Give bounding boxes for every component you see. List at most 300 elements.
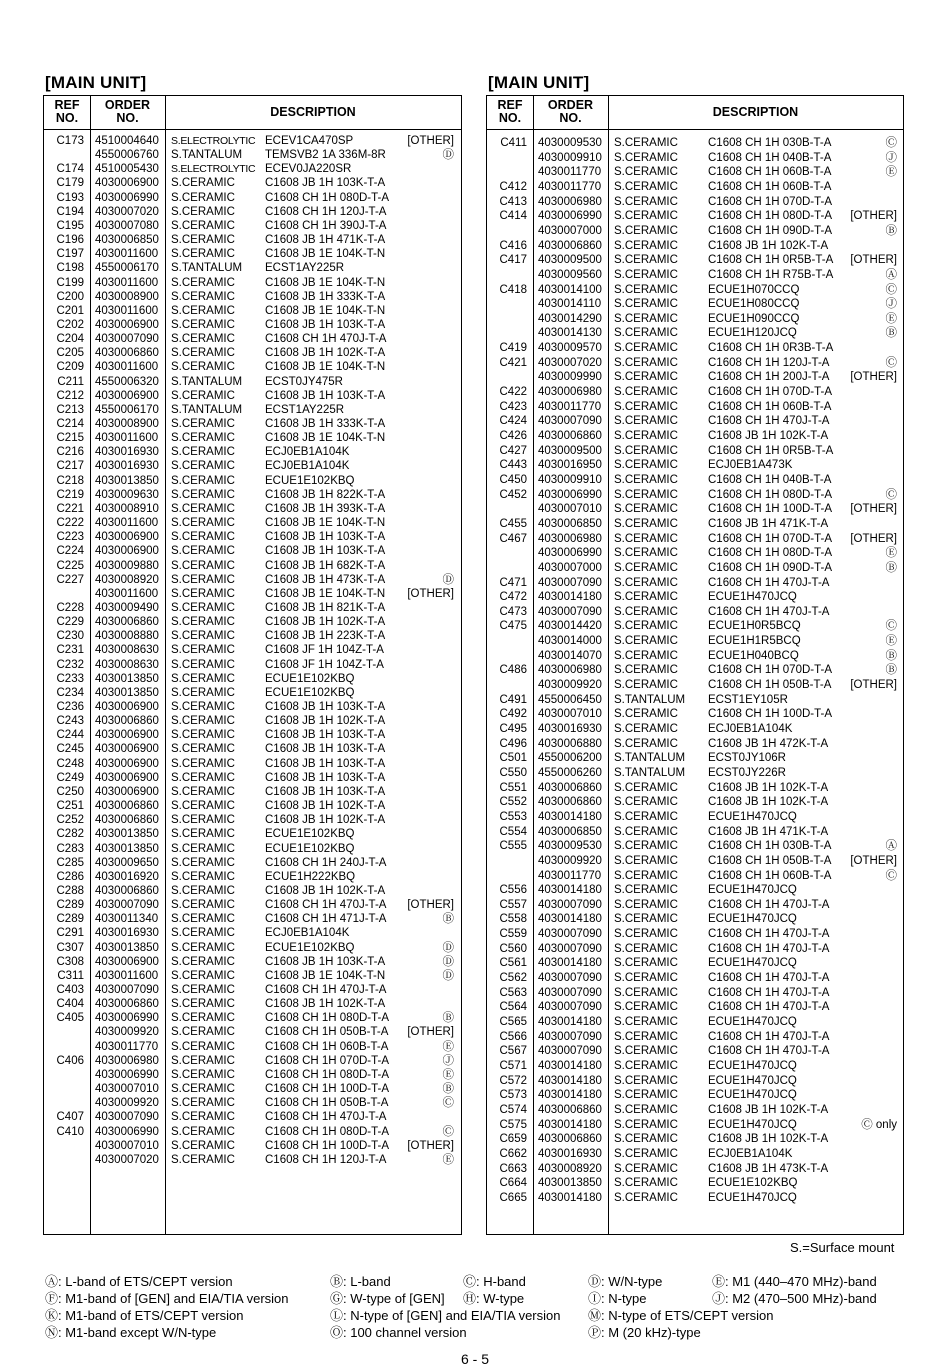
table-row	[44, 686, 461, 700]
part-description: ECJ0EB1A473K	[708, 459, 793, 472]
ref-no: C291	[56, 927, 84, 940]
ref-no: C196	[56, 234, 84, 247]
table-row	[487, 1132, 903, 1146]
ref-no: C553	[499, 810, 527, 823]
order-no: 4030014180	[538, 1191, 602, 1204]
part-description: C1608 CH 1H 100D-T-A	[265, 1139, 389, 1152]
ref-no: C556	[499, 884, 527, 897]
order-no: 4030016930	[538, 1147, 602, 1160]
table-row	[487, 561, 903, 575]
order-no: 4030006860	[538, 430, 602, 442]
ref-no: C492	[499, 708, 527, 721]
table-row	[487, 956, 903, 970]
version-note: Ⓑ	[885, 224, 897, 237]
ref-no: C282	[56, 828, 84, 841]
part-type: S.TANTALUM	[614, 693, 686, 706]
ref-no: C283	[56, 842, 84, 855]
table-row	[487, 151, 903, 165]
ref-no: C229	[56, 616, 84, 629]
order-no: 4030013850	[538, 1177, 602, 1190]
ref-no: C551	[499, 781, 527, 794]
order-no: 4030008630	[95, 644, 159, 657]
order-no: 4030006860	[95, 616, 159, 629]
order-no-header: ORDER NO.	[547, 98, 594, 125]
ref-no: C403	[56, 984, 84, 996]
part-type: S.CERAMIC	[171, 715, 235, 728]
part-type: S.ELECTROLYTIC	[171, 135, 256, 147]
ref-no: C250	[56, 785, 84, 798]
part-type: S.CERAMIC	[614, 708, 678, 721]
order-no: 4030007090	[538, 605, 602, 618]
part-type: S.CERAMIC	[614, 488, 678, 501]
part-description: C1608 CH 1H 470J-T-A	[708, 576, 830, 589]
ref-no: C251	[56, 800, 84, 813]
order-no: 4030006860	[95, 884, 159, 897]
ref-no: C227	[56, 573, 84, 586]
part-description: C1608 JB 1H 333K-T-A	[265, 418, 386, 430]
order-no: 4030016930	[95, 460, 159, 473]
part-type: S.CERAMIC	[171, 1139, 235, 1152]
table-row	[44, 658, 461, 672]
part-description: ECUE1H040BCQ	[708, 649, 799, 662]
ref-no: C219	[56, 488, 84, 501]
table-row	[487, 1015, 903, 1029]
part-description: C1608 CH 1H 470J-T-A	[708, 1001, 830, 1014]
legend-entry: Ⓒ: H-band	[463, 1274, 526, 1289]
part-type: S.CERAMIC	[614, 1147, 678, 1160]
part-description: C1608 CH 1H 470J-T-A	[708, 986, 830, 999]
part-description: ECUE1H470JCQ	[708, 1059, 797, 1072]
part-description: C1608 JF 1H 104Z-T-A	[265, 644, 384, 657]
order-no: 4030007090	[538, 942, 602, 955]
order-no: 4030014070	[538, 649, 602, 662]
order-no: 4030011770	[538, 180, 602, 193]
order-no: 4030013850	[95, 828, 159, 841]
part-description: C1608 JB 1E 104K-T-N	[265, 432, 386, 445]
ref-no: C664	[499, 1177, 527, 1190]
order-no: 4030011770	[95, 1040, 159, 1053]
order-no: 4030007090	[95, 333, 159, 346]
table-row	[44, 502, 461, 516]
legend-entry: Ⓔ: M1 (440–470 MHz)-band	[712, 1274, 877, 1289]
order-no: 4030006860	[95, 347, 159, 360]
ref-no: C662	[499, 1147, 527, 1160]
part-description: ECUE1H120JCQ	[708, 327, 797, 340]
order-no: 4030009490	[95, 601, 159, 614]
part-type: S.CERAMIC	[171, 517, 235, 530]
order-no: 4030009990	[538, 371, 602, 384]
ref-no: C573	[499, 1089, 527, 1102]
version-note: Ⓓ	[442, 969, 454, 982]
version-note: Ⓑ	[885, 649, 897, 662]
table-row	[487, 693, 903, 707]
ref-no: C443	[499, 459, 527, 472]
ref-no: C575	[499, 1118, 527, 1131]
part-description: C1608 JB 1E 104K-T-N	[265, 276, 386, 289]
part-description: C1608 JB 1E 104K-T-N	[265, 361, 386, 374]
order-no: 4030007010	[538, 708, 602, 721]
ref-no: C216	[56, 446, 84, 459]
part-type: S.CERAMIC	[171, 219, 235, 232]
ref-no: C232	[56, 658, 84, 671]
table-row	[44, 757, 461, 771]
part-type: S.CERAMIC	[614, 180, 678, 193]
ref-no: C205	[56, 347, 84, 360]
table-row	[44, 290, 461, 304]
order-no: 4030007090	[95, 984, 159, 996]
table-row	[487, 444, 903, 458]
part-description: C1608 JB 1H 102K-T-A	[708, 1103, 829, 1116]
table-row	[44, 714, 461, 728]
part-type: S.CERAMIC	[614, 532, 678, 545]
version-note: [OTHER]	[407, 1139, 454, 1152]
order-no: 4030006990	[95, 1125, 159, 1138]
ref-no: C450	[499, 473, 527, 486]
ref-no: C195	[56, 219, 84, 232]
part-description: C1608 CH 1H 060B-T-A	[708, 180, 832, 193]
part-description: C1608 CH 1H 070D-T-A	[708, 195, 832, 208]
version-note: [OTHER]	[850, 679, 897, 692]
left-section-title: [MAIN UNIT]	[45, 73, 147, 92]
ref-no: C565	[499, 1016, 527, 1028]
part-description: C1608 CH 1H 060B-T-A	[265, 1040, 389, 1053]
part-description: ECUE1E102KBQ	[265, 474, 355, 487]
part-description: C1608 CH 1H 470J-T-A	[708, 1030, 830, 1043]
right-section-title: [MAIN UNIT]	[488, 73, 590, 92]
table-row	[487, 737, 903, 751]
version-note: Ⓒ only	[861, 1118, 897, 1131]
ref-no: C491	[499, 693, 527, 706]
part-description: ECUE1E102KBQ	[708, 1177, 798, 1190]
order-no: 4030011600	[95, 361, 159, 374]
part-description: ECST1AY225R	[265, 403, 345, 416]
part-description: C1608 CH 1H 200J-T-A	[708, 371, 830, 384]
part-description: ECUE1E102KBQ	[265, 941, 355, 954]
part-type: S.CERAMIC	[171, 389, 235, 402]
part-type: S.CERAMIC	[171, 984, 235, 996]
table-row	[487, 239, 903, 253]
part-description: ECUE1H470JCQ	[708, 1016, 797, 1028]
part-description: ECUE1E102KBQ	[265, 686, 355, 699]
version-note: [OTHER]	[407, 135, 454, 147]
version-note: Ⓒ	[885, 283, 897, 296]
part-type: S.CERAMIC	[614, 459, 678, 472]
part-description: C1608 JB 1E 104K-T-N	[265, 587, 386, 600]
part-description: C1608 CH 1H 470J-T-A	[265, 333, 387, 346]
order-no: 4030013850	[95, 686, 159, 699]
order-no: 4030014110	[538, 298, 602, 311]
table-row	[44, 261, 461, 275]
ref-no: C249	[56, 771, 84, 784]
table-row	[487, 385, 903, 399]
version-note: Ⓑ	[885, 327, 897, 340]
table-row	[44, 969, 461, 983]
table-row	[487, 1059, 903, 1073]
order-no: 4030011600	[95, 304, 159, 317]
table-row	[487, 781, 903, 795]
table-row	[44, 1025, 461, 1039]
order-no: 4030011340	[95, 913, 159, 926]
part-description: ECUE1H090CCQ	[708, 312, 800, 325]
table-row	[44, 955, 461, 969]
part-description: ECUE1E102KBQ	[265, 672, 355, 685]
part-type: S.CERAMIC	[171, 1097, 235, 1110]
version-note: Ⓔ	[885, 312, 897, 325]
part-type: S.CERAMIC	[171, 559, 235, 572]
version-note: Ⓓ	[442, 955, 454, 968]
ref-no: C560	[499, 942, 527, 955]
order-no: 4030009920	[95, 1097, 159, 1110]
part-description: ECUE1H470JCQ	[708, 884, 797, 897]
table-row	[44, 162, 461, 176]
ref-no: C495	[499, 723, 527, 735]
part-type: S.CERAMIC	[171, 941, 235, 954]
ref-no: C200	[56, 290, 84, 303]
ref-no: C209	[56, 361, 84, 374]
part-description: C1608 JB 1H 102K-T-A	[265, 814, 386, 827]
part-type: S.CERAMIC	[171, 1012, 235, 1025]
part-type: S.CERAMIC	[171, 502, 235, 515]
version-note: Ⓑ	[442, 913, 454, 926]
part-description: C1608 CH 1H 090D-T-A	[708, 561, 832, 574]
order-no: 4030013850	[95, 941, 159, 954]
part-type: S.CERAMIC	[614, 986, 678, 999]
part-description: C1608 CH 1H 100D-T-A	[708, 503, 832, 516]
part-description: C1608 CH 1H 070D-T-A	[708, 386, 832, 399]
order-no: 4030009920	[538, 854, 602, 867]
part-description: C1608 JB 1H 223K-T-A	[265, 630, 386, 643]
part-description: C1608 JB 1H 103K-T-A	[265, 955, 386, 968]
ref-no: C452	[499, 488, 527, 501]
table-row	[44, 304, 461, 318]
part-type: S.CERAMIC	[171, 474, 235, 487]
table-row	[487, 576, 903, 590]
version-note: Ⓓ	[442, 941, 454, 954]
version-note: [OTHER]	[407, 587, 454, 600]
ref-no: C486	[499, 664, 527, 677]
part-description: ECUE1H1R5BCQ	[708, 635, 801, 648]
order-no: 4030008880	[95, 630, 159, 643]
table-row	[487, 1147, 903, 1161]
order-no: 4030007080	[95, 219, 159, 232]
table-row	[487, 1176, 903, 1190]
order-no: 4030007020	[538, 356, 602, 369]
part-description: C1608 CH 1H 050B-T-A	[265, 1026, 389, 1039]
part-type: S.CERAMIC	[614, 898, 678, 911]
part-description: C1608 JB 1H 103K-T-A	[265, 701, 386, 713]
ref-no: C233	[56, 672, 84, 685]
version-note: Ⓒ	[885, 869, 897, 882]
order-no: 4030007090	[538, 986, 602, 999]
ref-no: C211	[57, 375, 84, 388]
part-description: C1608 CH 1H 120J-T-A	[708, 356, 830, 369]
ref-no: C199	[56, 276, 84, 289]
part-type: S.CERAMIC	[171, 800, 235, 813]
table-row	[487, 825, 903, 839]
order-no: 4030014180	[538, 1059, 602, 1072]
table-row	[44, 700, 461, 714]
part-type: S.CERAMIC	[171, 205, 235, 218]
part-type: S.CERAMIC	[171, 1083, 235, 1096]
table-row	[487, 341, 903, 355]
part-type: S.CERAMIC	[171, 686, 235, 699]
table-row	[487, 678, 903, 692]
ref-no: C215	[56, 432, 84, 445]
version-note: [OTHER]	[850, 503, 897, 516]
part-description: C1608 CH 1H 390J-T-A	[265, 219, 387, 232]
part-description: C1608 CH 1H 0R3B-T-A	[708, 342, 834, 355]
ref-no: C421	[499, 356, 527, 369]
order-no: 4030006980	[538, 195, 602, 208]
part-description: C1608 CH 1H 470J-T-A	[708, 942, 830, 955]
part-type: S.CERAMIC	[171, 418, 235, 430]
version-note: Ⓙ	[885, 298, 897, 311]
order-no: 4030006990	[95, 1068, 159, 1081]
table-row	[44, 445, 461, 459]
right-table-header	[487, 96, 903, 130]
version-note: [OTHER]	[850, 210, 897, 223]
part-type: S.CERAMIC	[614, 195, 678, 208]
version-note: [OTHER]	[850, 254, 897, 267]
part-type: S.CERAMIC	[614, 1089, 678, 1102]
part-type: S.TANTALUM	[614, 752, 686, 765]
part-description: C1608 JB 1H 102K-T-A	[265, 715, 386, 728]
table-row	[44, 1040, 461, 1054]
version-note: [OTHER]	[850, 854, 897, 867]
order-no: 4030009920	[538, 679, 602, 692]
part-description: C1608 CH 1H 080D-T-A	[265, 1068, 389, 1081]
part-description: C1608 JB 1H 393K-T-A	[265, 502, 386, 515]
part-description: ECST0JY475R	[265, 375, 343, 388]
part-type: S.CERAMIC	[614, 298, 678, 311]
ref-no: C418	[499, 283, 527, 296]
part-type: S.CERAMIC	[614, 635, 678, 648]
legend-entry: Ⓕ: M1-band of [GEN] and EIA/TIA version	[45, 1291, 289, 1306]
table-row	[487, 854, 903, 868]
ref-no: C473	[499, 605, 527, 618]
table-row	[44, 870, 461, 884]
ref-no: C173	[56, 135, 84, 147]
table-row	[44, 785, 461, 799]
part-description: C1608 CH 1H 080D-T-A	[265, 191, 389, 204]
table-row	[487, 458, 903, 472]
ref-no: C224	[56, 545, 84, 558]
table-row	[44, 615, 461, 629]
table-row	[487, 766, 903, 780]
part-description: C1608 JB 1H 102K-T-A	[265, 998, 386, 1011]
order-no: 4030011770	[538, 869, 602, 882]
table-row	[44, 134, 461, 148]
part-type: S.CERAMIC	[614, 268, 678, 281]
order-no: 4550006260	[538, 766, 602, 779]
order-no: 4030007090	[538, 928, 602, 941]
part-description: C1608 JB 1H 103K-T-A	[265, 177, 386, 190]
part-type: S.CERAMIC	[614, 386, 678, 399]
order-no: 4030006860	[95, 998, 159, 1011]
ref-no: C427	[499, 444, 527, 457]
ref-no: C574	[499, 1103, 527, 1116]
part-description: C1608 JB 1H 102K-T-A	[708, 239, 829, 252]
table-row	[487, 253, 903, 267]
table-row	[44, 389, 461, 403]
part-type: S.TANTALUM	[171, 403, 243, 416]
legend-entry: Ⓘ: N-type	[588, 1291, 647, 1306]
part-type: S.CERAMIC	[171, 248, 235, 261]
table-row	[44, 742, 461, 756]
ref-no: C228	[56, 601, 84, 614]
part-description: ECUE1H470JCQ	[708, 1089, 797, 1102]
order-no: 4030011770	[538, 400, 602, 413]
table-row	[487, 707, 903, 721]
ref-no: C411	[500, 137, 527, 149]
ref-no: C308	[56, 955, 84, 968]
table-row	[487, 1030, 903, 1044]
part-type: S.CERAMIC	[614, 679, 678, 692]
order-no: 4030006990	[95, 191, 159, 204]
part-description: C1608 JB 1E 104K-T-N	[265, 248, 386, 261]
part-description: ECUE1H470JCQ	[708, 591, 797, 604]
part-type: S.CERAMIC	[171, 814, 235, 827]
part-description: C1608 JB 1H 102K-T-A	[265, 800, 386, 813]
ref-no: C412	[499, 180, 527, 193]
ref-no: C467	[499, 532, 527, 545]
table-row	[44, 318, 461, 332]
ref-no: C252	[56, 814, 84, 827]
part-type: S.CERAMIC	[614, 444, 678, 457]
ref-no: C426	[499, 430, 527, 442]
table-row	[44, 233, 461, 247]
ref-no: C243	[56, 715, 84, 728]
table-row	[44, 771, 461, 785]
order-no: 4030014180	[538, 1089, 602, 1102]
legend-entry: Ⓞ: 100 channel version	[330, 1325, 467, 1340]
part-description: C1608 JB 1E 104K-T-N	[265, 969, 386, 982]
part-type: S.CERAMIC	[171, 361, 235, 374]
table-row	[487, 898, 903, 912]
table-row	[44, 544, 461, 558]
table-row	[44, 587, 461, 601]
order-no: 4030009910	[538, 473, 602, 486]
part-description: ECUE1H470JCQ	[708, 913, 797, 926]
part-description: ECJ0EB1A104K	[708, 1147, 793, 1160]
ref-no: C202	[56, 318, 84, 331]
ref-no: C422	[499, 386, 527, 399]
ref-no: C193	[56, 191, 84, 204]
order-no: 4030006980	[95, 1054, 159, 1067]
part-description: ECJ0EB1A104K	[265, 446, 350, 459]
ref-no: C231	[56, 644, 84, 657]
part-description: C1608 CH 1H 470J-T-A	[708, 415, 830, 428]
order-no: 4030014180	[538, 957, 602, 970]
table-row	[44, 488, 461, 502]
table-row	[44, 332, 461, 346]
part-description: C1608 JB 1E 104K-T-N	[265, 304, 386, 317]
version-note: Ⓔ	[442, 1040, 454, 1053]
ref-no: C414	[499, 210, 527, 223]
table-row	[487, 473, 903, 487]
part-type: S.CERAMIC	[614, 942, 678, 955]
version-note: [OTHER]	[407, 1026, 454, 1039]
order-no: 4030006850	[538, 517, 602, 530]
left-parts-table	[43, 95, 462, 1235]
part-type: S.CERAMIC	[614, 1177, 678, 1190]
order-no: 4030016930	[538, 723, 602, 735]
part-description: C1608 CH 1H 040B-T-A	[708, 151, 832, 164]
part-type: S.CERAMIC	[614, 810, 678, 823]
part-type: S.CERAMIC	[614, 1191, 678, 1204]
order-no: 4030009880	[95, 559, 159, 572]
part-type: S.CERAMIC	[614, 210, 678, 223]
